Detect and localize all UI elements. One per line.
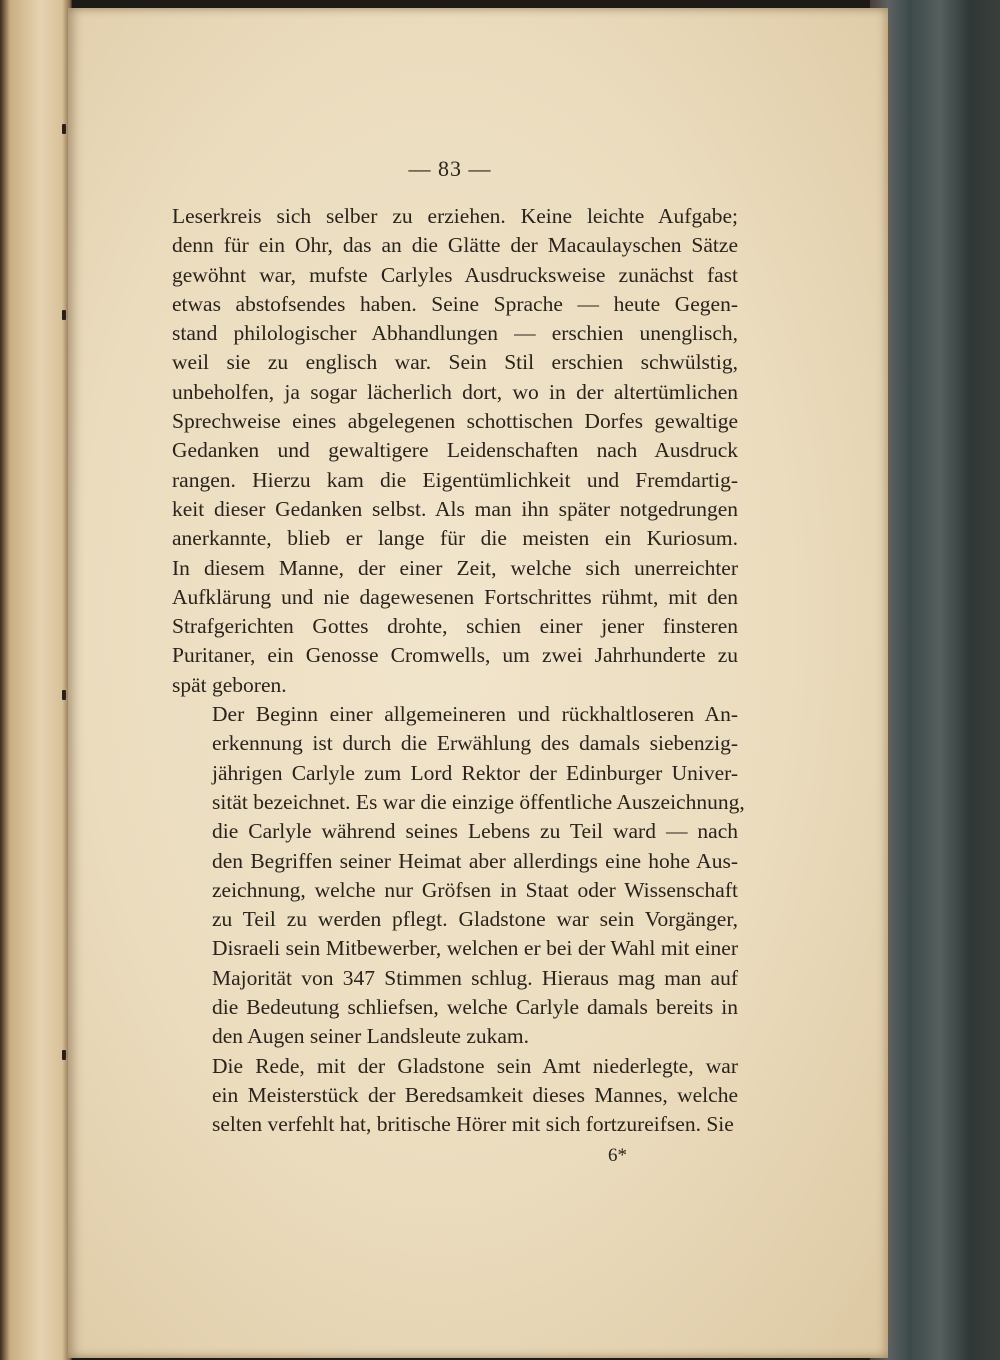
text-line: etwas abstofsendes haben. Seine Sprache — heute Gegen-: [172, 291, 738, 316]
page-number: — 83 —: [408, 156, 492, 181]
left-page-edge: [0, 0, 72, 1360]
text-line: denn für ein Ohr, das an die Glätte der Macaulayschen Sätze: [172, 233, 738, 258]
body-text: [172, 202, 745, 1140]
text-line: Sprechweise eines abgelegenen schottischen Dorfes gewaltige: [172, 409, 738, 434]
text-line: erkennung ist durch die Erwählung des damals siebenzig-: [212, 731, 738, 756]
text-line: weil sie zu englisch war. Sein Stil erschien schwülstig,: [172, 350, 738, 375]
text-line: Aufklärung und nie dagewesenen Fortschrittes rühmt, mit den: [172, 584, 738, 609]
text-line: unbeholfen, ja sogar lächerlich dort, wo in der altertümlichen: [172, 379, 738, 404]
text-line: Gedanken und gewaltigere Leidenschaften nach Ausdruck: [172, 438, 738, 463]
edge-mark: [62, 310, 66, 320]
text-line: Leserkreis sich selber zu erziehen. Keine leichte Aufgabe;: [172, 204, 738, 228]
edge-mark: [62, 124, 66, 134]
text-line: Disraeli sein Mitbewerber, welchen er bei der Wahl mit einer: [212, 936, 738, 961]
text-line: sität bezeichnet. Es war die einzige öffentliche Auszeichnung,: [212, 789, 745, 814]
text-line: gewöhnt war, mufste Carlyles Ausdrucksweise zunächst fast: [172, 262, 738, 287]
text-line: zu Teil zu werden pflegt. Gladstone war sein Vorgänger,: [212, 907, 738, 932]
text-line: Strafgerichten Gottes drohte, schien einer jener finsteren: [172, 614, 738, 639]
edge-mark: [62, 1050, 66, 1060]
text-line: rangen. Hierzu kam die Eigentümlichkeit und Fremdartig-: [172, 467, 738, 492]
book-page: [68, 8, 888, 1358]
text-line: Majorität von 347 Stimmen schlug. Hieraus mag man auf: [212, 965, 738, 990]
text-line: anerkannte, blieb er lange für die meisten ein Kuriosum.: [172, 526, 738, 551]
text-line: die Bedeutung schliefsen, welche Carlyle damals bereits in: [212, 995, 738, 1020]
text-line: selten verfehlt hat, britische Hörer mit sich fortzureifsen. Sie: [212, 1112, 734, 1137]
text-line: keit dieser Gedanken selbst. Als man ihn später notgedrungen: [172, 496, 738, 521]
paragraph-container: [172, 202, 745, 1140]
text-line: stand philologischer Abhandlungen — erschien unenglisch,: [172, 321, 738, 346]
text-line: spät geboren.: [172, 672, 287, 697]
text-line: den Begriffen seiner Heimat aber allerdings eine hohe Aus-: [212, 848, 738, 873]
text-line: jährigen Carlyle zum Lord Rektor der Edinburger Univer-: [212, 760, 738, 785]
text-line: ein Meisterstück der Beredsamkeit dieses Mannes, welche: [212, 1082, 738, 1107]
text-line: zeichnung, welche nur Gröfsen in Staat oder Wissenschaft: [212, 877, 738, 902]
paragraph: [172, 700, 745, 1052]
text-line: den Augen seiner Landsleute zukam.: [212, 1024, 530, 1049]
signature-mark: 6*: [608, 1145, 627, 1166]
text-line: die Carlyle während seines Lebens zu Teil ward — nach: [212, 819, 738, 844]
edge-mark: [62, 690, 66, 700]
paragraph: [172, 202, 738, 700]
text-line: Puritaner, ein Genosse Cromwells, um zwei Jahrhunderte zu: [172, 643, 738, 668]
paragraph: [172, 1052, 738, 1140]
text-line: In diesem Manne, der einer Zeit, welche sich unerreichter: [172, 555, 738, 580]
text-line: Der Beginn einer allgemeineren und rückhaltloseren An-: [212, 702, 738, 727]
text-line: Die Rede, mit der Gladstone sein Amt niederlegte, war: [212, 1053, 738, 1078]
